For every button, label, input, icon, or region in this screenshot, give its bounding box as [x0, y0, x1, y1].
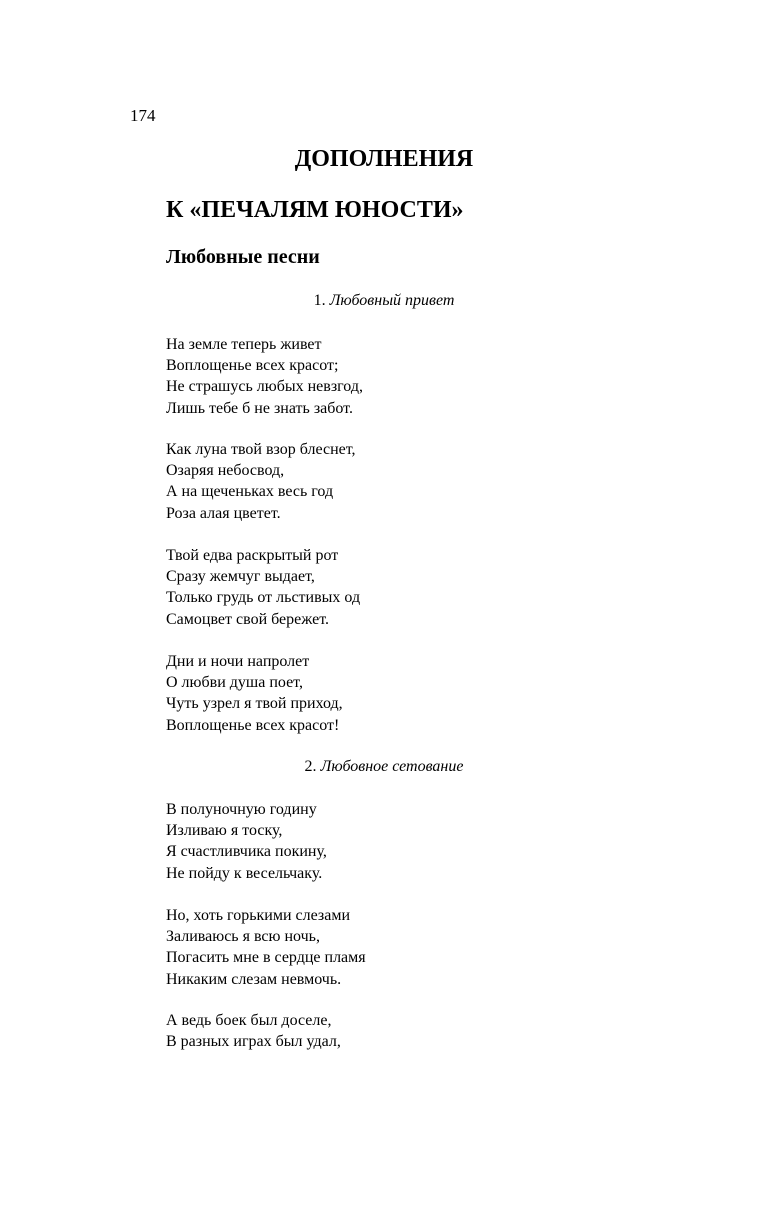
stanza: [166, 651, 343, 736]
verse-line: О любви душа поет,: [166, 674, 303, 692]
verse-line: Не страшусь любых невзгод,: [166, 378, 363, 396]
verse-line: Но, хоть горькими слезами: [166, 907, 350, 924]
verse-line: Сразу жемчуг выдает,: [166, 568, 315, 586]
verse-line: Чуть узрел я твой приход,: [166, 695, 343, 713]
verse-line: Воплощенье всех красот;: [166, 357, 339, 375]
poem-name: Любовное сетование: [320, 758, 464, 775]
poem-name: Любовный привет: [329, 292, 455, 309]
verse-line: Изливаю я тоску,: [166, 822, 283, 840]
stanza: [166, 799, 327, 884]
subsection-heading: К «ПЕЧАЛЯМ ЮНОСТИ»: [166, 197, 464, 223]
verse-line: Только грудь от льстивых од: [166, 589, 361, 607]
stanza: [166, 439, 356, 524]
verse-line: А ведь боек был доселе,: [166, 1012, 332, 1029]
verse-line: На земле теперь живет: [166, 336, 322, 353]
verse-line: Дни и ночи напролет: [166, 653, 310, 670]
verse-line: А на щеченьках весь год: [166, 483, 334, 501]
page-number: 174: [130, 106, 156, 125]
stanza: [166, 905, 366, 990]
poem-number: 2.: [304, 758, 317, 775]
stanza: [166, 334, 363, 419]
stanza: [166, 1010, 341, 1052]
verse-line: Я счастливчика покину,: [166, 843, 327, 861]
group-heading: Любовные песни: [166, 246, 320, 268]
verse-line: Роза алая цветет.: [166, 504, 281, 522]
verse-line: Погасить мне в сердце пламя: [166, 949, 366, 967]
verse-line: Лишь тебе б не знать забот.: [166, 399, 353, 417]
verse-line: Не пойду к весельчаку.: [166, 864, 323, 882]
verse-line: Озаряя небосвод,: [166, 462, 285, 480]
verse-line: Твой едва раскрытый рот: [166, 547, 339, 564]
verse-line: Самоцвет свой бережет.: [166, 610, 329, 628]
verse-line: В разных играх был удал,: [166, 1033, 341, 1051]
verse-line: В полуночную годину: [166, 801, 317, 818]
verse-line: Никаким слезам невмочь.: [166, 970, 342, 988]
section-heading: ДОПОЛНЕНИЯ: [294, 146, 474, 172]
stanza: [166, 545, 360, 630]
verse-line: Заливаюсь я всю ночь,: [166, 928, 320, 946]
verse-line: Как луна твой взор блеснет,: [166, 441, 356, 458]
poem-title: [0, 757, 768, 777]
verse-line: Воплощенье всех красот!: [166, 716, 340, 734]
poem-title: [0, 291, 768, 311]
poem-number: 1.: [313, 292, 326, 309]
